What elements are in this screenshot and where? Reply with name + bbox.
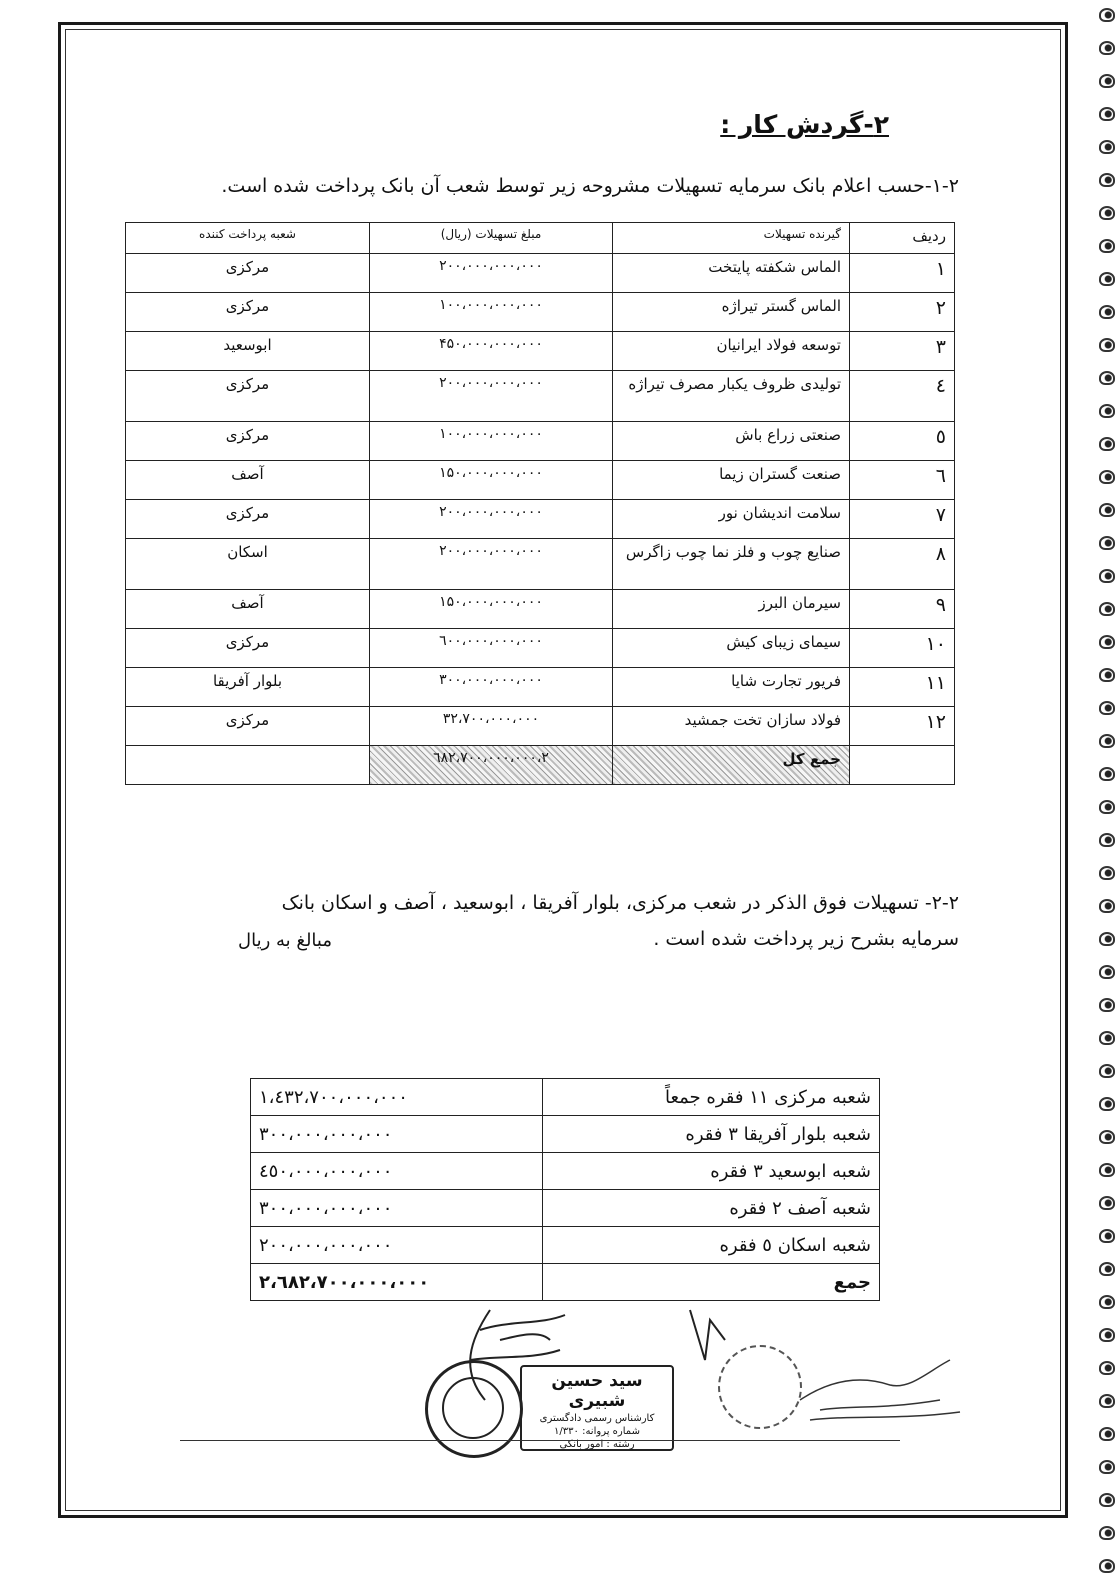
recipient-cell: توسعه فولاد ایرانیان — [613, 332, 850, 371]
binder-hole-icon — [1099, 668, 1115, 682]
row-index: ۱۰ — [850, 629, 955, 668]
branch-cell: مرکزی — [126, 422, 370, 461]
recipient-cell: سیمای زیبای کیش — [613, 629, 850, 668]
binder-hole-icon — [1099, 503, 1115, 517]
stamp-name: سید حسین شبیری — [551, 1371, 643, 1411]
signature-mark — [680, 1300, 740, 1370]
amount-cell: ٦۰۰،۰۰۰،۰۰۰،۰۰۰ — [370, 629, 613, 668]
binder-hole-icon — [1099, 8, 1115, 22]
binder-hole-icon — [1099, 272, 1115, 286]
branch-amount: ٤٥۰،۰۰۰،۰۰۰،۰۰۰ — [251, 1153, 543, 1190]
facilities-header-row — [126, 223, 955, 254]
recipient-cell: صنعتی زراع باش — [613, 422, 850, 461]
branch-cell: مرکزی — [126, 293, 370, 332]
binder-hole-icon — [1099, 1097, 1115, 1111]
facility-row — [126, 539, 955, 590]
recipient-cell: فریور تجارت شایا — [613, 668, 850, 707]
branch-cell: مرکزی — [126, 371, 370, 422]
binder-hole-icon — [1099, 998, 1115, 1012]
row-index: ٤ — [850, 371, 955, 422]
header-branch: شعبه پرداخت کننده — [126, 223, 370, 254]
recipient-cell: الماس گستر تیراژه — [613, 293, 850, 332]
recipient-cell: الماس شکفته پایتخت — [613, 254, 850, 293]
amount-cell: ۱۰۰،۰۰۰،۰۰۰،۰۰۰ — [370, 293, 613, 332]
branch-summary-row — [251, 1227, 880, 1264]
header-recipient: گیرنده تسهیلات — [613, 223, 850, 254]
binder-hole-icon — [1099, 734, 1115, 748]
binder-hole-icon — [1099, 239, 1115, 253]
binder-hole-icon — [1099, 338, 1115, 352]
branch-amount: ۳۰۰،۰۰۰،۰۰۰،۰۰۰ — [251, 1116, 543, 1153]
branch-summary-row — [251, 1116, 880, 1153]
binder-hole-icon — [1099, 767, 1115, 781]
binder-hole-icon — [1099, 1130, 1115, 1144]
total-label: جمع کل — [613, 746, 850, 785]
amount-cell: ۱۰۰،۰۰۰،۰۰۰،۰۰۰ — [370, 422, 613, 461]
binder-hole-icon — [1099, 140, 1115, 154]
binder-hole-icon — [1099, 965, 1115, 979]
row-index: ۳ — [850, 332, 955, 371]
binder-hole-icon — [1099, 635, 1115, 649]
row-index: ٥ — [850, 422, 955, 461]
row-index: ۸ — [850, 539, 955, 590]
recipient-cell: صنایع چوب و فلز نما چوب زاگرس — [613, 539, 850, 590]
summary-total-row — [251, 1264, 880, 1301]
binder-hole-icon — [1099, 833, 1115, 847]
row-index: ۱ — [850, 254, 955, 293]
facility-row — [126, 332, 955, 371]
facility-row — [126, 422, 955, 461]
branch-cell: آصف — [126, 590, 370, 629]
binder-hole-icon — [1099, 1229, 1115, 1243]
branch-amount: ۲۰۰،۰۰۰،۰۰۰،۰۰۰ — [251, 1227, 543, 1264]
facilities-total-row — [126, 746, 955, 785]
branch-summary-table — [250, 1078, 880, 1301]
branch-label: شعبه اسکان ٥ فقره — [543, 1227, 880, 1264]
binder-hole-icon — [1099, 1163, 1115, 1177]
branch-amount: ۳۰۰،۰۰۰،۰۰۰،۰۰۰ — [251, 1190, 543, 1227]
amount-cell: ۳۲،۷۰۰،۰۰۰،۰۰۰ — [370, 707, 613, 746]
facility-row — [126, 500, 955, 539]
recipient-cell: سلامت اندیشان نور — [613, 500, 850, 539]
facility-row — [126, 707, 955, 746]
intro-paragraph: ۱-۲-حسب اعلام بانک سرمایه تسهیلات مشروحه زیر توسط شعب آن بانک پرداخت شده است. — [221, 175, 959, 197]
signature-right — [790, 1340, 970, 1430]
branch-label: شعبه بلوار آفریقا ۳ فقره — [543, 1116, 880, 1153]
facility-row — [126, 668, 955, 707]
binder-hole-icon — [1099, 1559, 1115, 1573]
binder-hole-icon — [1099, 1460, 1115, 1474]
binder-hole-icon — [1099, 569, 1115, 583]
header-amount: مبلغ تسهیلات (ریال) — [370, 223, 613, 254]
recipient-cell: صنعت گستران زیما — [613, 461, 850, 500]
branch-amount: ۱،٤۳۲،۷۰۰،۰۰۰،۰۰۰ — [251, 1079, 543, 1116]
binder-hole-icon — [1099, 1526, 1115, 1540]
row-index: ۱۲ — [850, 707, 955, 746]
facility-row — [126, 371, 955, 422]
stamp-license: شماره پروانه: ۱/۳۳۰ — [554, 1426, 640, 1437]
facility-row — [126, 293, 955, 332]
branch-summary-row — [251, 1190, 880, 1227]
binder-hole-icon — [1099, 866, 1115, 880]
signature-line — [180, 1440, 900, 1441]
stamp-field: رشته : امور بانکی — [559, 1439, 635, 1450]
facility-row — [126, 590, 955, 629]
facility-row — [126, 461, 955, 500]
binder-hole-icon — [1099, 470, 1115, 484]
branch-summary-row — [251, 1079, 880, 1116]
binder-hole-icon — [1099, 899, 1115, 913]
recipient-cell: تولیدی ظروف یکبار مصرف تیراژه — [613, 371, 850, 422]
binder-hole-icon — [1099, 371, 1115, 385]
amount-cell: ۱۵۰،۰۰۰،۰۰۰،۰۰۰ — [370, 461, 613, 500]
total-index-cell — [850, 746, 955, 785]
binder-hole-icon — [1099, 173, 1115, 187]
binder-hole-icon — [1099, 74, 1115, 88]
amount-cell: ۱۵۰،۰۰۰،۰۰۰،۰۰۰ — [370, 590, 613, 629]
row-index: ۲ — [850, 293, 955, 332]
branches-paragraph: ۲-۲- تسهیلات فوق الذکر در شعب مرکزی، بلوار آفریقا ، ابوسعید ، آصف و اسکان بانک سرمایه بشرح زیر پرداخت شده است . — [281, 892, 959, 950]
branch-cell: اسکان — [126, 539, 370, 590]
binder-hole-icon — [1099, 602, 1115, 616]
row-index: ٦ — [850, 461, 955, 500]
binder-hole-icon — [1099, 800, 1115, 814]
total-amount: ۲،٦۸۲،۷۰۰،۰۰۰،۰۰۰ — [370, 746, 613, 785]
branch-label: شعبه مرکزی ۱۱ فقره جمعاً — [543, 1079, 880, 1116]
binder-holes — [1091, 0, 1115, 1569]
binder-hole-icon — [1099, 206, 1115, 220]
binder-hole-icon — [1099, 1493, 1115, 1507]
branch-cell: مرکزی — [126, 254, 370, 293]
branch-cell: مرکزی — [126, 629, 370, 668]
summary-total-amount: ۲،٦۸۲،۷۰۰،۰۰۰،۰۰۰ — [251, 1264, 543, 1301]
facility-row — [126, 629, 955, 668]
header-index: ردیف — [850, 223, 955, 254]
branch-cell: بلوار آفریقا — [126, 668, 370, 707]
recipient-cell: سیرمان البرز — [613, 590, 850, 629]
binder-hole-icon — [1099, 404, 1115, 418]
binder-hole-icon — [1099, 1361, 1115, 1375]
row-index: ۷ — [850, 500, 955, 539]
branch-summary-row — [251, 1153, 880, 1190]
amount-cell: ۲۰۰،۰۰۰،۰۰۰،۰۰۰ — [370, 254, 613, 293]
branch-label: شعبه آصف ۲ فقره — [543, 1190, 880, 1227]
facilities-table — [125, 222, 955, 785]
facility-row — [126, 254, 955, 293]
amount-cell: ۲۰۰،۰۰۰،۰۰۰،۰۰۰ — [370, 371, 613, 422]
binder-hole-icon — [1099, 1394, 1115, 1408]
row-index: ۹ — [850, 590, 955, 629]
binder-hole-icon — [1099, 305, 1115, 319]
total-branch-cell — [126, 746, 370, 785]
amounts-unit-note: مبالغ به ریال — [238, 930, 332, 951]
branch-cell: آصف — [126, 461, 370, 500]
binder-hole-icon — [1099, 41, 1115, 55]
binder-hole-icon — [1099, 1328, 1115, 1342]
binder-hole-icon — [1099, 437, 1115, 451]
row-index: ۱۱ — [850, 668, 955, 707]
amount-cell: ۲۰۰،۰۰۰،۰۰۰،۰۰۰ — [370, 539, 613, 590]
stamp-title: کارشناس رسمی دادگستری — [539, 1413, 655, 1424]
binder-hole-icon — [1099, 1262, 1115, 1276]
binder-hole-icon — [1099, 107, 1115, 121]
signature-left — [430, 1300, 590, 1410]
binder-hole-icon — [1099, 1295, 1115, 1309]
branch-cell: مرکزی — [126, 707, 370, 746]
branch-cell: ابوسعید — [126, 332, 370, 371]
binder-hole-icon — [1099, 932, 1115, 946]
section-heading: ۲-گردش کار : — [720, 110, 889, 139]
amount-cell: ۴۵۰،۰۰۰،۰۰۰،۰۰۰ — [370, 332, 613, 371]
recipient-cell: فولاد سازان تخت جمشید — [613, 707, 850, 746]
binder-hole-icon — [1099, 1196, 1115, 1210]
binder-hole-icon — [1099, 1427, 1115, 1441]
binder-hole-icon — [1099, 701, 1115, 715]
summary-total-label: جمع — [543, 1264, 880, 1301]
amount-cell: ۳۰۰،۰۰۰،۰۰۰،۰۰۰ — [370, 668, 613, 707]
branch-label: شعبه ابوسعید ۳ فقره — [543, 1153, 880, 1190]
binder-hole-icon — [1099, 1064, 1115, 1078]
binder-hole-icon — [1099, 1031, 1115, 1045]
branch-cell: مرکزی — [126, 500, 370, 539]
amount-cell: ۲۰۰،۰۰۰،۰۰۰،۰۰۰ — [370, 500, 613, 539]
binder-hole-icon — [1099, 536, 1115, 550]
